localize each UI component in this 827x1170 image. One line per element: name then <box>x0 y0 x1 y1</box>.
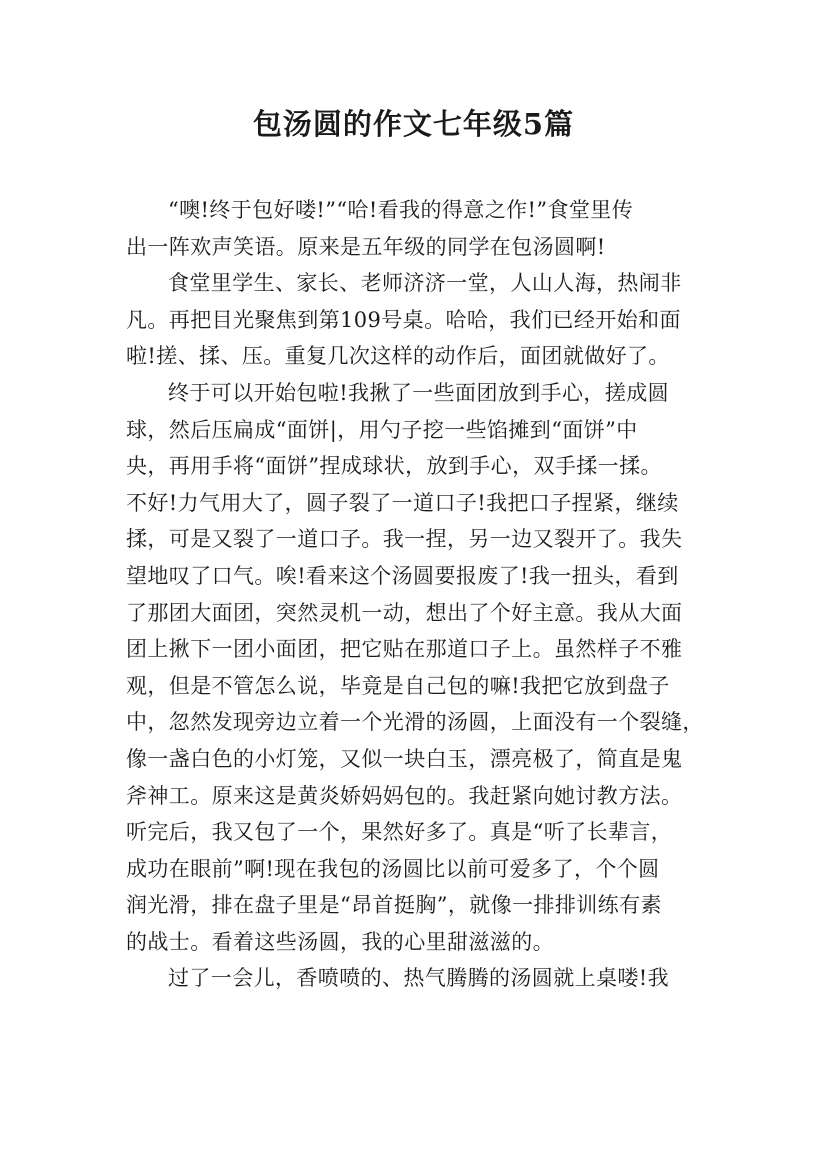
text-line: 听完后，我又包了一个，果然好多了。真是“听了长辈言， <box>126 820 673 845</box>
text-line: 不好!力气用大了，圆子裂了一道口子!我把口子捏紧，继续 <box>126 490 679 515</box>
text-line: 过了一会儿，香喷喷的、热气腾腾的汤圆就上桌喽!我 <box>168 966 670 991</box>
text-line: 凡。再把目光聚焦到第109号桌。哈哈，我们已经开始和面 <box>126 307 681 332</box>
text-line: 了那团大面团，突然灵机一动，想出了个好主意。我从大面 <box>126 600 683 625</box>
text-line: 像一盏白色的小灯笼，又似一块白玉，漂亮极了，简直是鬼 <box>126 746 683 771</box>
text-line: 球，然后压扁成“面饼|，用勺子挖一些馅摊到“面饼”中 <box>126 417 638 442</box>
text-line: 啦!搓、揉、压。重复几次这样的动作后，面团就做好了。 <box>126 344 670 369</box>
text-line: 润光滑，排在盘子里是“昂首挺胸”，就像一排排训练有素 <box>126 893 662 918</box>
document-body <box>126 192 716 997</box>
paragraph-1 <box>126 192 716 265</box>
text-line: 团上揪下一团小面团，把它贴在那道口子上。虽然样子不雅 <box>126 637 683 662</box>
text-line: 望地叹了口气。唉!看来这个汤圆要报废了!我一扭头，看到 <box>126 563 679 588</box>
paragraph-3 <box>126 375 716 961</box>
text-line: 斧神工。原来这是黄炎娇妈妈包的。我赶紧向她讨教方法。 <box>126 783 683 808</box>
text-line: 揉，可是又裂了一道口子。我一捏，另一边又裂开了。我失 <box>126 527 683 552</box>
text-line: 终于可以开始包啦!我揪了一些面团放到手心，搓成圆 <box>168 380 670 405</box>
document-title: 包汤圆的作文七年级5篇 <box>252 107 575 141</box>
paragraph-2 <box>126 265 716 375</box>
paragraph-4 <box>126 960 716 997</box>
text-line: 观，但是不管怎么说，毕竟是自己包的嘛!我把它放到盘子 <box>126 673 670 698</box>
text-line: 成功在眼前”啊!现在我包的汤圆比以前可爱多了，个个圆 <box>126 856 660 881</box>
text-line: 出一阵欢声笑语。原来是五年级的同学在包汤圆啊! <box>126 234 606 259</box>
text-line: 食堂里学生、家长、老师济济一堂，人山人海，热闹非 <box>168 271 682 296</box>
text-line: 中，忽然发现旁边立着一个光滑的汤圆，上面没有一个裂缝， <box>126 710 704 735</box>
text-line: “噢!终于包好喽!”“哈!看我的得意之作!”食堂里传 <box>168 198 634 222</box>
text-line: 的战士。看着这些汤圆，我的心里甜滋滋的。 <box>126 929 554 954</box>
text-line: 央，再用手将“面饼”捏成球状，放到手心，双手揉一揉。 <box>126 454 662 479</box>
